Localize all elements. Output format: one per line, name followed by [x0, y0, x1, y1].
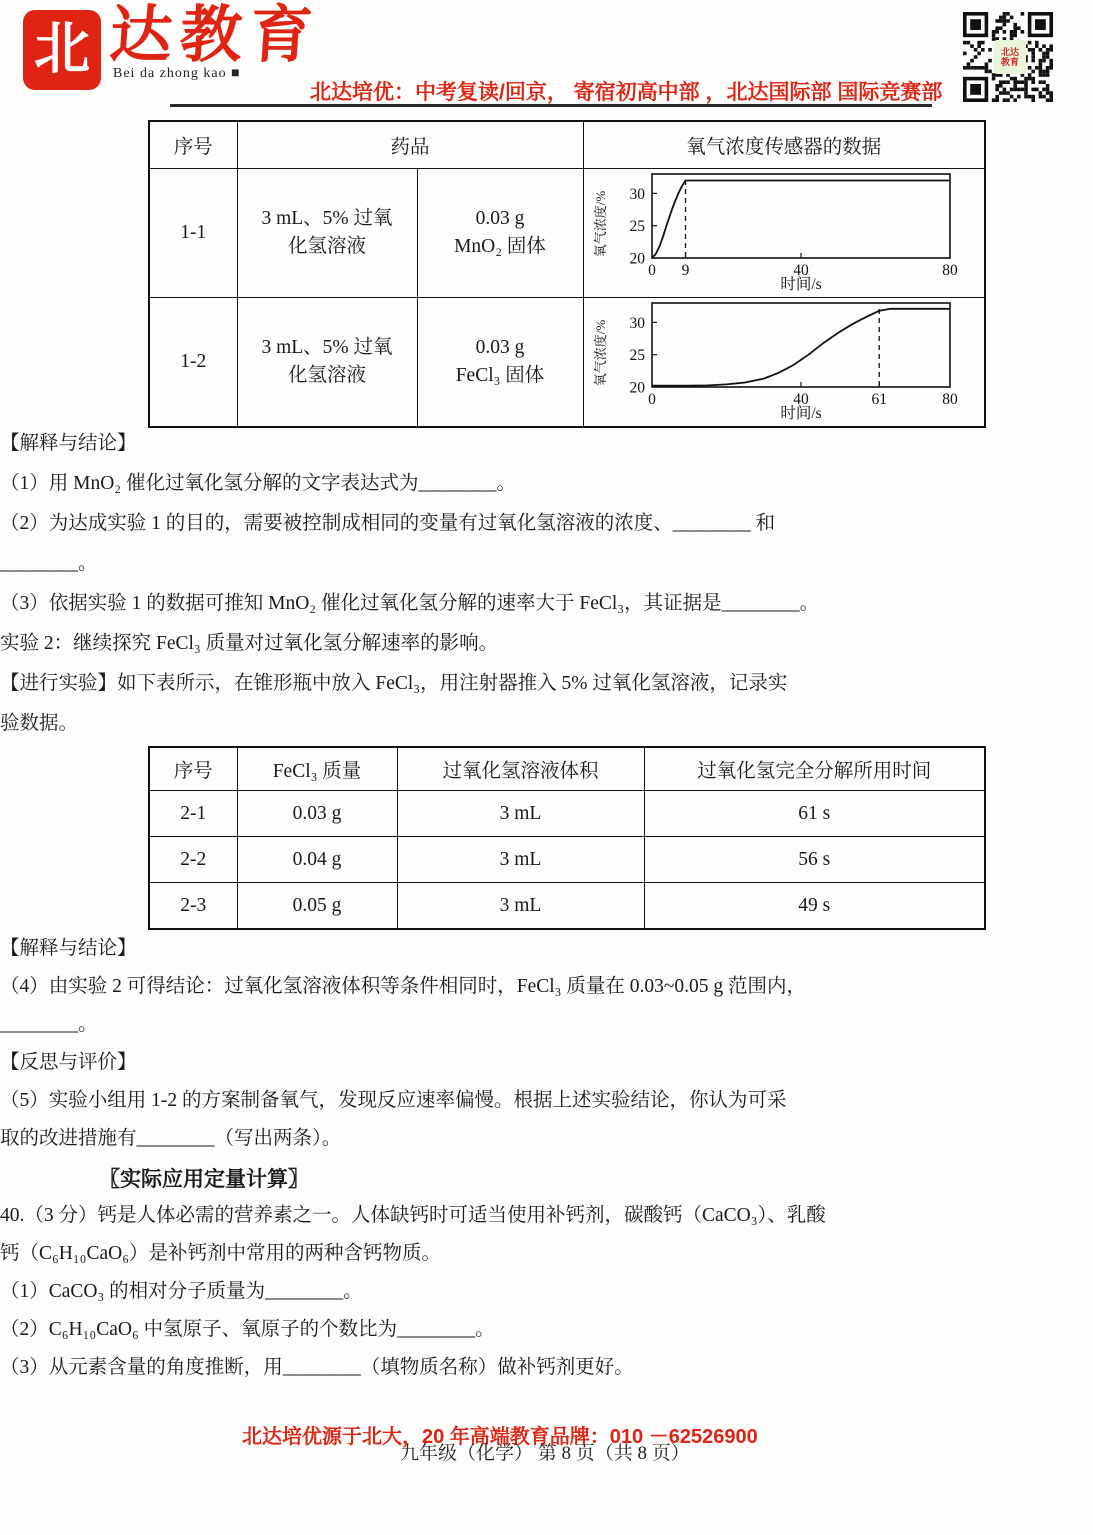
- svg-text:80: 80: [942, 391, 958, 408]
- header-divider: [170, 104, 932, 107]
- row-id: 2-2: [149, 837, 237, 883]
- svg-text:30: 30: [629, 185, 645, 203]
- brand-subtitle: Bei da zhong kao ■: [113, 66, 241, 81]
- procedure-line-2: 验数据。: [0, 713, 79, 734]
- question-40-section: [0, 1197, 1060, 1387]
- qr-badge-text: 北达: [1000, 47, 1019, 57]
- experiment2-table: [148, 746, 986, 930]
- cell-line: 化氢溶液: [287, 365, 366, 386]
- row-id: 2-3: [149, 883, 237, 930]
- conclusion-reflection-section: [0, 930, 1060, 1158]
- oxygen-concentration-chart-2: [588, 298, 980, 420]
- question-40-line-2: 钙（C₆H₁₀CaO₆）是补钙剂中常用的两种含钙物质。: [0, 1243, 442, 1264]
- svg-text:25: 25: [629, 218, 645, 236]
- table-row: [149, 298, 985, 428]
- header-slogan: 北达培优：中考复读/回京， 寄宿初高中部 ，北达国际部 国际竞赛部: [310, 81, 943, 104]
- qr-badge-text: 教育: [1000, 57, 1019, 67]
- question-40-1: （1）CaCO₃ 的相对分子质量为________。: [0, 1281, 363, 1302]
- time-value: 49 s: [644, 883, 985, 930]
- row-id: 1-2: [149, 298, 237, 428]
- question-5-line-2: 取的改进措施有________（写出两条）。: [0, 1128, 342, 1149]
- time-value: 56 s: [644, 837, 985, 883]
- table-row: [149, 791, 985, 837]
- table-row: [149, 837, 985, 883]
- row-id: 1-1: [149, 169, 237, 298]
- svg-text:20: 20: [629, 379, 645, 397]
- question-40-line-1: 40.（3 分）钙是人体必需的营养素之一。人体缺钙时可适当使用补钙剂，碳酸钙（CaCO₃）、乳酸: [0, 1205, 826, 1226]
- procedure-line-1: 【进行实验】如下表所示，在锥形瓶中放入 FeCl₃，用注射器推入 5% 过氧化氢溶液，记录实: [0, 673, 788, 694]
- question-4: （4）由实验 2 可得结论：过氧化氢溶液体积等条件相同时，FeCl₃ 质量在 0.03~0.05 g 范围内，: [0, 976, 807, 997]
- cell-line: 3 mL、5% 过氧: [261, 208, 393, 229]
- svg-text:40: 40: [793, 262, 809, 279]
- footer-brand-line: 北达培优源于北大，20 年高端教育品牌：010 －62526900: [242, 1426, 758, 1448]
- table-row: [149, 883, 985, 930]
- table-header-row: [149, 747, 985, 791]
- cell-line: 0.03 g: [475, 337, 525, 358]
- question-4-blank: ________。: [0, 1014, 98, 1035]
- col-header-volume: 过氧化氢溶液体积: [397, 747, 644, 791]
- svg-text:30: 30: [629, 314, 645, 332]
- svg-text:61: 61: [871, 391, 887, 408]
- cell-line: MnO₂ 固体: [454, 236, 546, 257]
- volume-value: 3 mL: [397, 883, 644, 930]
- drug-solution-cell: [237, 298, 417, 428]
- col-header-fecl3-mass: FeCl₃ 质量: [237, 747, 397, 791]
- drug-solution-cell: [237, 169, 417, 298]
- cell-line: 0.03 g: [475, 208, 525, 229]
- experiment1-table: [148, 120, 986, 428]
- svg-text:80: 80: [942, 262, 958, 279]
- table-header-row: [149, 121, 985, 169]
- logo-seal-icon: [25, 12, 99, 88]
- svg-text:氧气浓度/%: 氧气浓度/%: [592, 190, 608, 258]
- question-3: （3）依据实验 1 的数据可推知 MnO₂ 催化过氧化氢分解的速率大于 FeCl₃，其证据是________。: [0, 593, 820, 614]
- svg-text:9: 9: [681, 262, 690, 279]
- section-label: 【解释与结论】: [0, 433, 137, 454]
- section-label: 【反思与评价】: [0, 1052, 137, 1073]
- footer-page-number: 九年级（化学） 第 8 页（共 8 页）: [400, 1443, 690, 1464]
- col-header-index: 序号: [149, 747, 237, 791]
- mass-value: 0.03 g: [237, 791, 397, 837]
- drug-solid-cell: [417, 298, 583, 428]
- svg-text:20: 20: [629, 250, 645, 268]
- section-label: 【解释与结论】: [0, 938, 137, 959]
- drug-solid-cell: [417, 169, 583, 298]
- col-header-index: 序号: [149, 121, 237, 169]
- col-header-sensor: 氧气浓度传感器的数据: [583, 121, 985, 169]
- mass-value: 0.04 g: [237, 837, 397, 883]
- brand-logo-text: 达教育: [107, 2, 323, 70]
- question-2: （2）为达成实验 1 的目的，需要被控制成相同的变量有过氧化氢溶液的浓度、________ 和: [0, 513, 776, 534]
- question-40-2: （2）C₆H₁₀CaO₆ 中氢原子、氧原子的个数比为________。: [0, 1319, 495, 1340]
- explanation-conclusion-section: [0, 424, 1060, 744]
- svg-text:40: 40: [793, 391, 809, 408]
- question-1: （1）用 MnO₂ 催化过氧化氢分解的文字表达式为________。: [0, 473, 516, 494]
- oxygen-concentration-chart-1: [588, 169, 980, 291]
- volume-value: 3 mL: [397, 837, 644, 883]
- volume-value: 3 mL: [397, 791, 644, 837]
- svg-text:时间/s: 时间/s: [780, 405, 822, 420]
- qr-center-badge: [994, 40, 1026, 74]
- question-5-line-1: （5）实验小组用 1-2 的方案制备氧气，发现反应速率偏慢。根据上述实验结论，你认为可采: [0, 1090, 787, 1111]
- col-header-drug: 药品: [237, 121, 583, 169]
- sensor-chart-cell: [583, 169, 985, 298]
- svg-text:0: 0: [647, 391, 656, 408]
- row-id: 2-1: [149, 791, 237, 837]
- qr-code: [963, 12, 1057, 104]
- mass-value: 0.05 g: [237, 883, 397, 930]
- svg-text:25: 25: [629, 347, 645, 365]
- col-header-time: 过氧化氢完全分解所用时间: [644, 747, 985, 791]
- cell-line: 3 mL、5% 过氧: [261, 337, 393, 358]
- experiment2-intro: 实验 2：继续探究 FeCl₃ 质量对过氧化氢分解速率的影响。: [0, 633, 499, 654]
- section-heading-quantitative: 〖实际应用定量计算〗: [99, 1168, 309, 1191]
- svg-text:时间/s: 时间/s: [780, 276, 822, 291]
- question-2-blank: ________。: [0, 553, 98, 574]
- svg-text:氧气浓度/%: 氧气浓度/%: [592, 319, 608, 387]
- svg-text:0: 0: [647, 262, 656, 279]
- table-row: [149, 169, 985, 298]
- cell-line: 化氢溶液: [287, 236, 366, 257]
- logo-seal-char: 北: [34, 19, 90, 81]
- question-40-3: （3）从元素含量的角度推断，用________（填物质名称）做补钙剂更好。: [0, 1357, 634, 1378]
- cell-line: FeCl₃ 固体: [455, 365, 545, 386]
- time-value: 61 s: [644, 791, 985, 837]
- sensor-chart-cell: [583, 298, 985, 428]
